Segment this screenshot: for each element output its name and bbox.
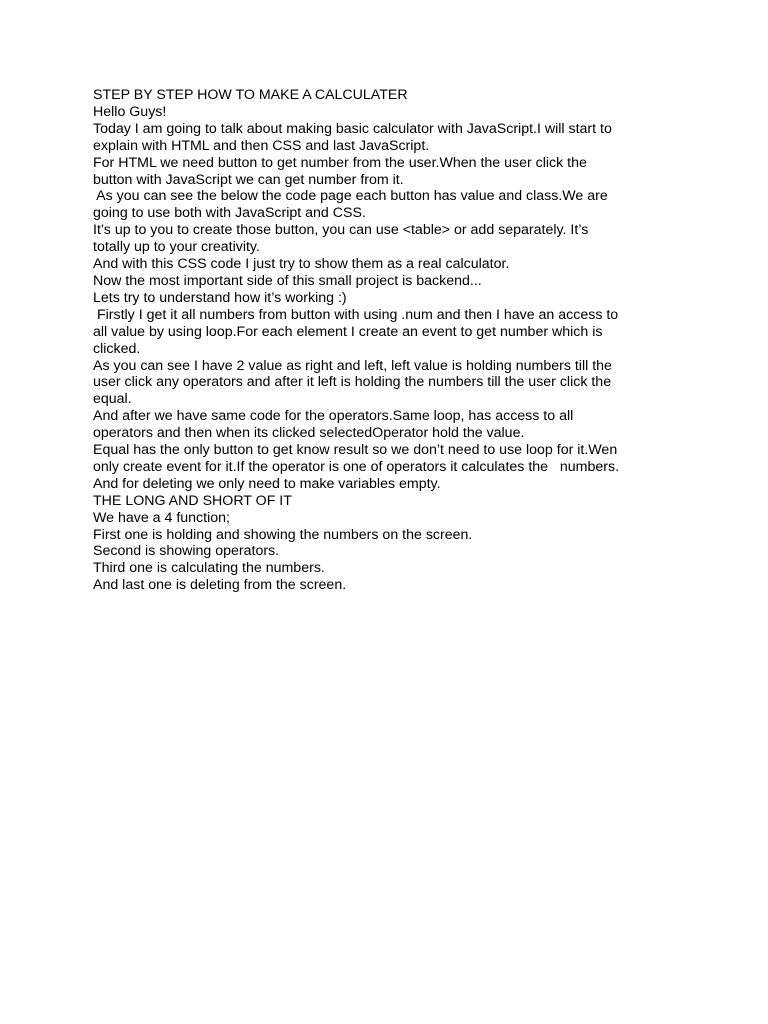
- document-title: STEP BY STEP HOW TO MAKE A CALCULATER: [93, 87, 408, 103]
- text-line: Lets try to understand how it’s working :): [93, 289, 347, 306]
- text-line: button with JavaScript we can get number from it.: [93, 171, 404, 188]
- text-line: totally up to your creativity.: [93, 239, 260, 256]
- text-line: And last one is deleting from the screen.: [93, 577, 347, 594]
- text-line: As you can see the below the code page each button has value and class.We are: [93, 188, 608, 205]
- document-page: [93, 87, 683, 594]
- text-line: Equal has the only button to get know result so we don’t need to use loop for it.Wen: [93, 442, 618, 459]
- text-line: First one is holding and showing the numbers on the screen.: [93, 526, 473, 543]
- text-line: Today I am going to talk about making basic calculator with JavaScript.I will start to: [93, 120, 612, 137]
- text-line: Hello Guys!: [93, 103, 167, 120]
- text-line: We have a 4 function;: [93, 509, 230, 526]
- text-line: Now the most important side of this small project is backend...: [93, 272, 482, 289]
- section-heading: THE LONG AND SHORT OF IT: [93, 492, 292, 509]
- text-line: all value by using loop.For each element I create an event to get number which is: [93, 323, 603, 340]
- text-line: explain with HTML and then CSS and last JavaScript.: [93, 137, 430, 154]
- text-line: clicked.: [93, 340, 141, 357]
- text-line: As you can see I have 2 value as right and left, left value is holding numbers till the: [93, 357, 612, 374]
- text-line: user click any operators and after it left is holding the numbers till the user click the: [93, 374, 612, 391]
- text-line: It’s up to you to create those button, you can use <table> or add separately. It’s: [93, 222, 589, 239]
- text-line: equal.: [93, 391, 132, 408]
- text-line: going to use both with JavaScript and CSS.: [93, 205, 366, 222]
- text-line: Third one is calculating the numbers.: [93, 560, 325, 577]
- text-line: And for deleting we only need to make variables empty.: [93, 475, 441, 492]
- text-line: operators and then when its clicked selectedOperator hold the value.: [93, 425, 525, 442]
- text-line: Firstly I get it all numbers from button with using .num and then I have an access to: [93, 306, 619, 323]
- text-line: Second is showing operators.: [93, 543, 280, 560]
- text-line: only create event for it.If the operator is one of operators it calculates the numbers.: [93, 458, 620, 475]
- text-line: And with this CSS code I just try to show them as a real calculator.: [93, 256, 510, 273]
- text-line: And after we have same code for the operators.Same loop, has access to all: [93, 408, 574, 425]
- text-line: For HTML we need button to get number from the user.When the user click the: [93, 154, 587, 171]
